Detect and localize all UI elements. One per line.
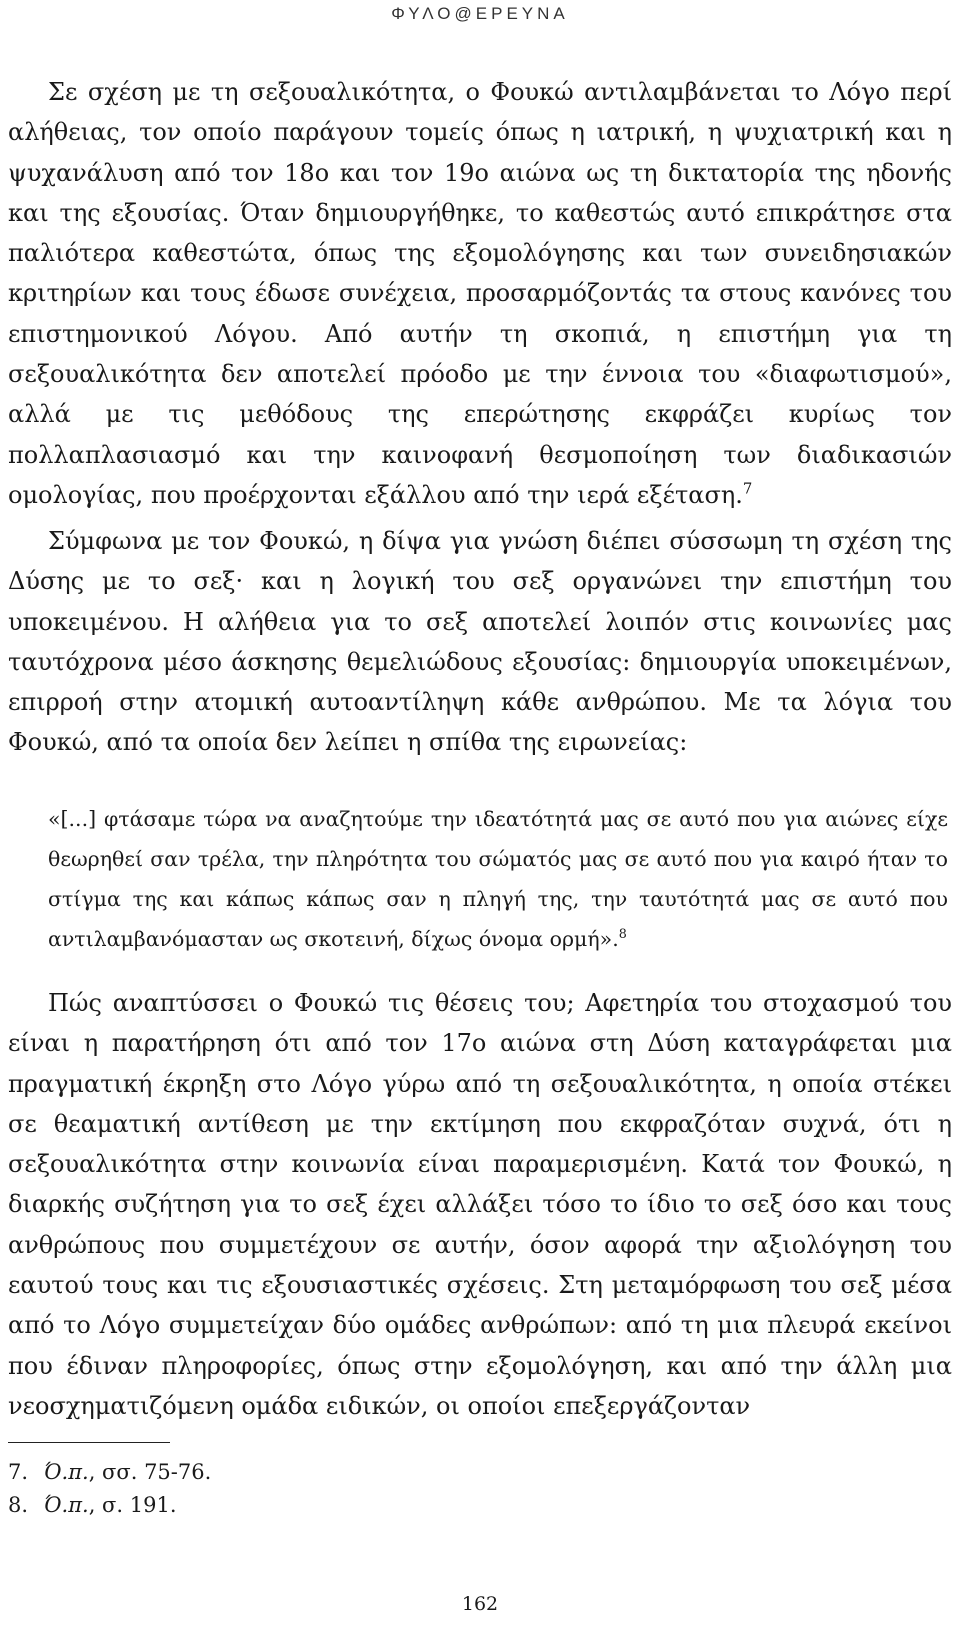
footnote-number: 7.	[8, 1460, 29, 1484]
footnote-pages: , σσ. 75-76.	[88, 1460, 212, 1484]
paragraph-2-text: Σύμφωνα με τον Φουκώ, η δίψα για γνώση διέπει σύσσωμη τη σχέση της Δύσης με το σεξ· και η λογική του σεξ οργανώνει την επιστήμη του υποκειμένου. Η αλήθεια για το σεξ αποτελεί λοιπόν στις κοινωνίες μας ταυτόχρονα μέσο άσκησης θεμελιώδους εξουσίας: δημιουργία υποκειμένων, επιρροή στην ατομική αυτοαντίληψη κάθε ανθρώπου. Με τα λόγια του Φουκώ, από τα οποία δεν λείπει η σπίθα της ειρωνείας:	[8, 527, 952, 757]
footnote-rule	[8, 1442, 170, 1443]
paragraph-3-text: Πώς αναπτύσσει ο Φουκώ τις θέσεις του; Αφετηρία του στοχασμού του είναι η παρατήρηση ότι από τον 17ο αιώνα στη Δύση καταγράφεται μια πραγματική έκρηξη στο Λόγο γύρω από τη σεξουαλικότητα, η οποία στέκει σε θεαματική αντίθεση με την εκτίμηση που εκφραζόταν συχνά, ότι η σεξουαλικότητα στην κοινωνία είναι παραμερισμένη. Κατά τον Φουκώ, η διαρκής συζήτηση για το σεξ έχει αλλάξει τόσο το ίδιο το σεξ όσο και τους ανθρώπους που συμμετέχουν σε αυτήν, όσον αφορά την αξιολόγηση του εαυτού τους και τις εξουσιαστικές σχέσεις. Στη μεταμόρφωση του σεξ μέσα από το Λόγο συμμετείχαν δύο ομάδες ανθρώπων: από τη μια πλευρά εκείνοι που έδιναν πληροφορίες, όπως στην εξομολόγηση, και από την άλλη μια νεοσχηματιζόμενη ομάδα ειδικών, οι οποίοι επεξεργάζονταν	[8, 989, 952, 1420]
footnote-source: Ό.π.	[44, 1460, 89, 1484]
paragraph-1	[8, 72, 952, 515]
paragraph-2	[8, 521, 952, 763]
footnote-ref-8: 8	[618, 925, 627, 941]
footnote-ref-7: 7	[742, 479, 753, 498]
footnote-pages: , σ. 191.	[88, 1493, 177, 1517]
footnote-source: Ό.π.	[44, 1493, 89, 1517]
paragraph-1-text: Σε σχέση με τη σεξουαλικότητα, ο Φουκώ αντιλαμβάνεται το Λόγο περί αλήθειας, τον οποίο παράγουν τομείς όπως η ιατρική, η ψυχιατρική και η ψυχανάλυση από τον 18ο και τον 19ο αιώνα ως τη δικτατορία της ηδονής και της εξουσίας. Όταν δημιουργήθηκε, το καθεστώς αυτό επικράτησε στα παλιότερα καθεστώτα, όπως της εξομολόγησης και των συνειδησιακών κριτηρίων και τους έδωσε συνέχεια, προσαρμόζοντάς τα στους κανόνες του επιστημονικού Λόγου. Από αυτήν τη σκοπιά, η επιστήμη για τη σεξουαλικότητα δεν αποτελεί πρόοδο με την έννοια του «διαφωτισμού», αλλά με τις μεθόδους της επερώτησης εκφράζει κυρίως τον πολλαπλασιασμό και την καινοφανή θεσμοποίηση των διαδικασιών ομολογίας, που προέρχονται εξάλλου από την ιερά εξέταση.	[8, 78, 952, 509]
running-head: ΦΥΛΟ@ΕΡΕΥΝΑ	[391, 4, 569, 23]
paragraph-3	[8, 983, 952, 1426]
page-number: 162	[461, 1593, 499, 1615]
footnote-number: 8.	[8, 1493, 29, 1517]
footnote-7	[8, 1456, 211, 1489]
block-quote-text: «[...] φτάσαμε τώρα να αναζητούμε την ιδεατότητά μας σε αυτό που για αιώνες είχε θεωρηθεί σαν τρέλα, την πληρότητα του σώματός μας σε αυτό που για καιρό ήταν το στίγμα της και κάπως κάπως σαν η πληγή της, την ταυτότητά μας σε αυτό που αντιλαμβανόμασταν ως σκοτεινή, δίχως όνομα ορμή».	[48, 807, 948, 951]
footnotes	[8, 1456, 211, 1522]
footnote-8	[8, 1489, 211, 1522]
block-quote	[48, 799, 948, 959]
